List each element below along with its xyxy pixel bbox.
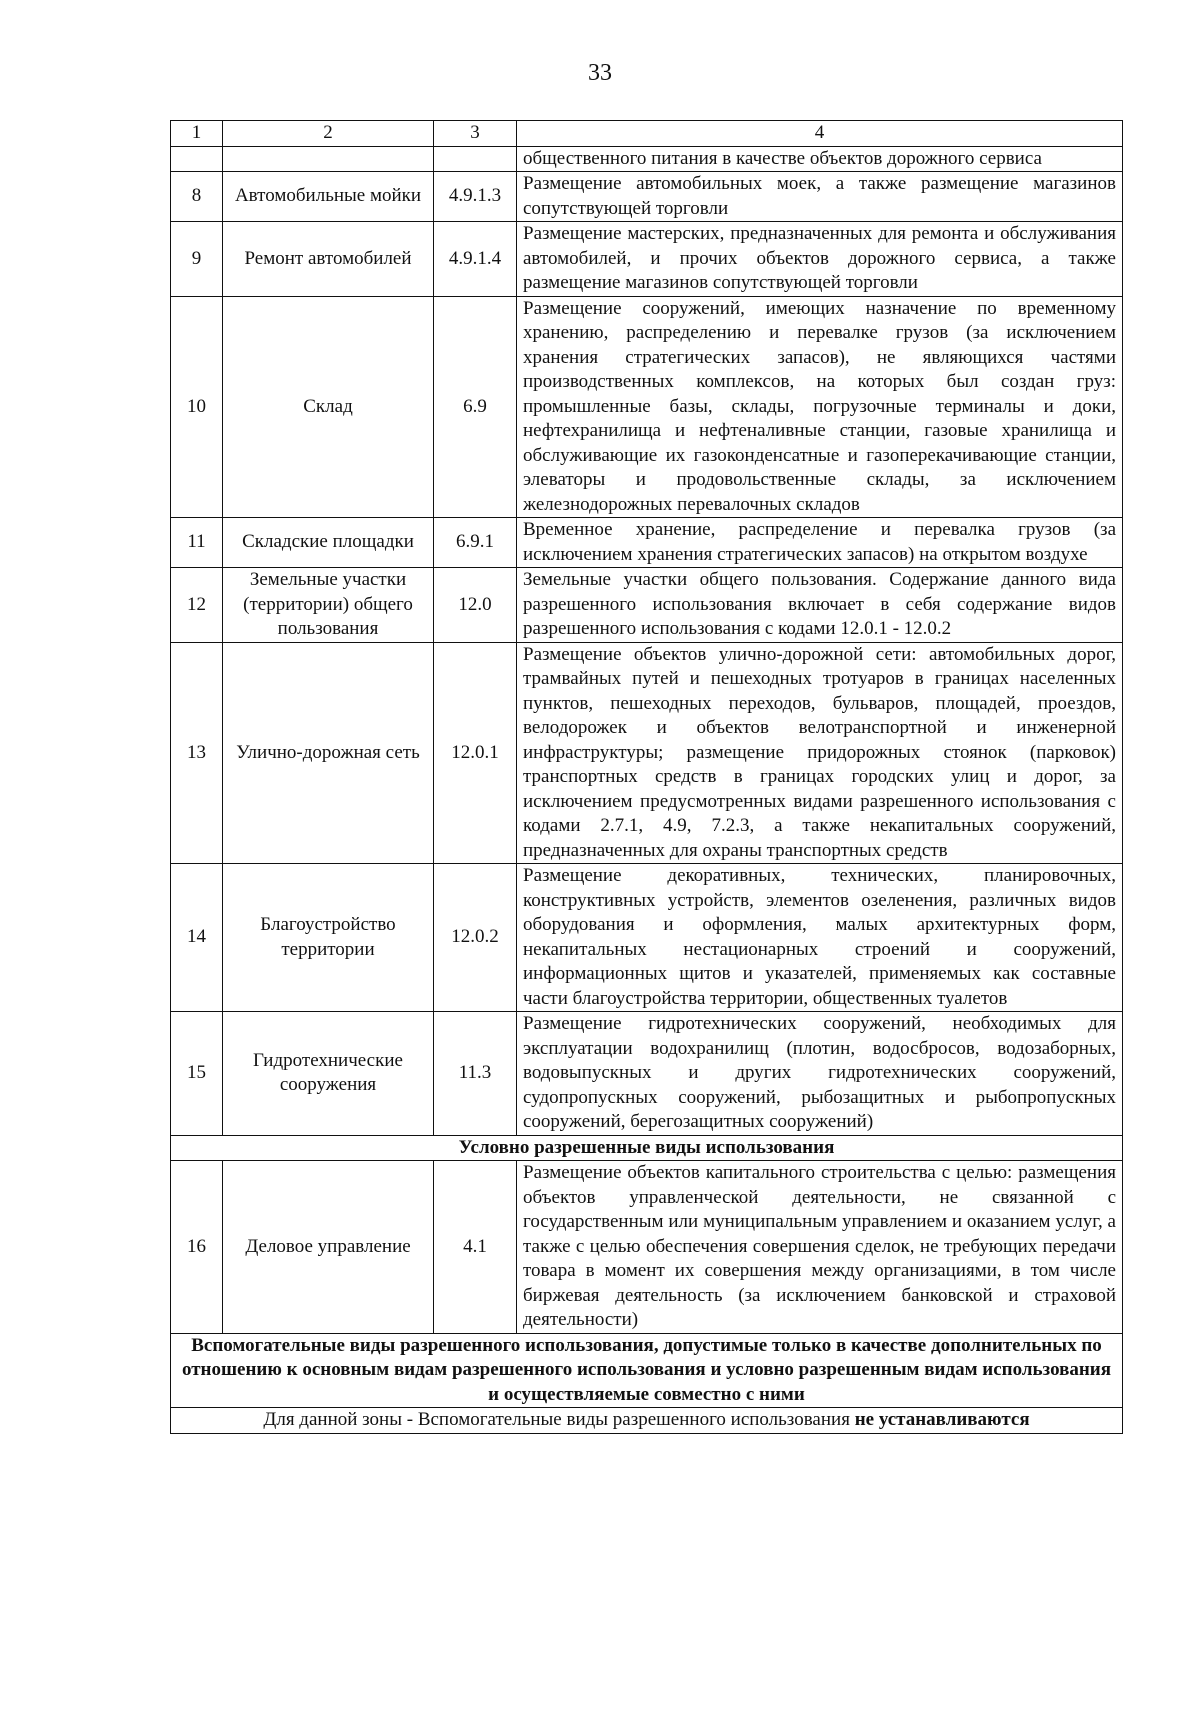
row-code: 12.0.1 — [434, 642, 517, 864]
row-number: 15 — [171, 1012, 223, 1136]
row-name: Земельные участки (территории) общего пользования — [223, 568, 434, 643]
row-number: 13 — [171, 642, 223, 864]
table-row — [171, 864, 1123, 1012]
row-name: Деловое управление — [223, 1161, 434, 1334]
row-number: 11 — [171, 518, 223, 568]
row-code: 6.9.1 — [434, 518, 517, 568]
header-col-4: 4 — [517, 121, 1123, 147]
row-code: 12.0.2 — [434, 864, 517, 1012]
table-row — [171, 1161, 1123, 1334]
row-description: Размещение гидротехнических сооружений, необходимых для эксплуатации водохранилищ (плотин, водосбросов, водозаборных, водовыпускных и других гидротехнических сооружений, судопропускных сооружений, рыбозащитных и рыбопропускных сооружений, берегозащитных сооружений) — [517, 1012, 1123, 1136]
final-note-text: Для данной зоны - Вспомогательные виды разрешенного использования — [263, 1409, 855, 1430]
row-description: Размещение автомобильных моек, а также размещение магазинов сопутствующей торговли — [517, 172, 1123, 222]
row-code — [434, 146, 517, 172]
row-number: 14 — [171, 864, 223, 1012]
final-note-emphasis: не устанавливаются — [854, 1409, 1030, 1430]
table-row — [171, 568, 1123, 643]
row-description: Размещение объектов улично-дорожной сети: автомобильных дорог, трамвайных путей и пешеходных тротуаров в границах населенных пунктов, пешеходных переходов, бульваров, площадей, проездов, велодорожек и объектов велотранспортной и инженерной инфраструктуры; размещение придорожных стоянок (парковок) транспортных средств в границах городских улиц и дорог, за исключением предусмотренных видами разрешенного использования с кодами 2.7.1, 4.9, 7.2.3, а также некапитальных сооружений, предназначенных для охраны транспортных средств — [517, 642, 1123, 864]
table-row — [171, 172, 1123, 222]
conditional-section-title: Условно разрешенные виды использования — [171, 1135, 1123, 1161]
row-code: 4.9.1.4 — [434, 222, 517, 297]
table-row — [171, 642, 1123, 864]
final-note — [171, 1408, 1123, 1434]
table-row — [171, 222, 1123, 297]
row-name: Улично-дорожная сеть — [223, 642, 434, 864]
table-row — [171, 1012, 1123, 1136]
row-name: Гидротехнические сооружения — [223, 1012, 434, 1136]
section-header-row — [171, 1333, 1123, 1408]
row-description: Размещение сооружений, имеющих назначение по временному хранению, распределению и перевалке грузов (за исключением хранения стратегических запасов), не являющихся частями производственных комплексов, на которых был создан груз: промышленные базы, склады, погрузочные терминалы и доки, нефтехранилища и нефтеналивные станции, газовые хранилища и обслуживающие их газоконденсатные и газоперекачивающие станции, элеваторы и продовольственные склады, за исключением железнодорожных перевалочных складов — [517, 296, 1123, 518]
row-description: Временное хранение, распределение и перевалка грузов (за исключением хранения стратегических запасов) на открытом воздухе — [517, 518, 1123, 568]
row-number: 10 — [171, 296, 223, 518]
row-code: 11.3 — [434, 1012, 517, 1136]
row-description: Размещение объектов капитального строительства с целью: размещения объектов управленческой деятельности, не связанной с государственным или муниципальным управлением и оказанием услуг, а также с целью обеспечения совершения сделок, не требующих передачи товара в момент их совершения между организациями, в том числе биржевая деятельность (за исключением банковской и страховой деятельности) — [517, 1161, 1123, 1334]
header-col-2: 2 — [223, 121, 434, 147]
table-row — [171, 146, 1123, 172]
row-number: 12 — [171, 568, 223, 643]
row-code: 12.0 — [434, 568, 517, 643]
row-name: Автомобильные мойки — [223, 172, 434, 222]
row-description: Размещение мастерских, предназначенных для ремонта и обслуживания автомобилей, и прочих объектов дорожного сервиса, а также размещение магазинов сопутствующей торговли — [517, 222, 1123, 297]
header-col-3: 3 — [434, 121, 517, 147]
header-col-1: 1 — [171, 121, 223, 147]
row-name: Ремонт автомобилей — [223, 222, 434, 297]
row-name: Складские площадки — [223, 518, 434, 568]
table-row — [171, 296, 1123, 518]
row-number — [171, 146, 223, 172]
row-name: Благоустройство территории — [223, 864, 434, 1012]
auxiliary-section-title: Вспомогательные виды разрешенного использования, допустимые только в качестве дополнительных по отношению к основным видам разрешенного использования и условно разрешенным видам использования и осуществляемые совместно с ними — [171, 1333, 1123, 1408]
row-code: 4.9.1.3 — [434, 172, 517, 222]
row-name — [223, 146, 434, 172]
row-number: 8 — [171, 172, 223, 222]
page-number: 33 — [588, 60, 612, 86]
note-row — [171, 1408, 1123, 1434]
row-description: Земельные участки общего пользования. Содержание данного вида разрешенного использования включает в себя содержание видов разрешенного использования с кодами 12.0.1 - 12.0.2 — [517, 568, 1123, 643]
row-number: 16 — [171, 1161, 223, 1334]
row-description: Размещение декоративных, технических, планировочных, конструктивных устройств, элементов озеленения, различных видов оборудования и оформления, малых архитектурных форм, некапитальных нестационарных строений и сооружений, информационных щитов и указателей, применяемых как составные части благоустройства территории, общественных туалетов — [517, 864, 1123, 1012]
row-code: 6.9 — [434, 296, 517, 518]
table-row — [171, 518, 1123, 568]
table-header-row — [171, 121, 1123, 147]
row-code: 4.1 — [434, 1161, 517, 1334]
row-name: Склад — [223, 296, 434, 518]
row-number: 9 — [171, 222, 223, 297]
section-header-row — [171, 1135, 1123, 1161]
row-description: общественного питания в качестве объектов дорожного сервиса — [517, 146, 1123, 172]
land-use-table — [170, 120, 1123, 1434]
